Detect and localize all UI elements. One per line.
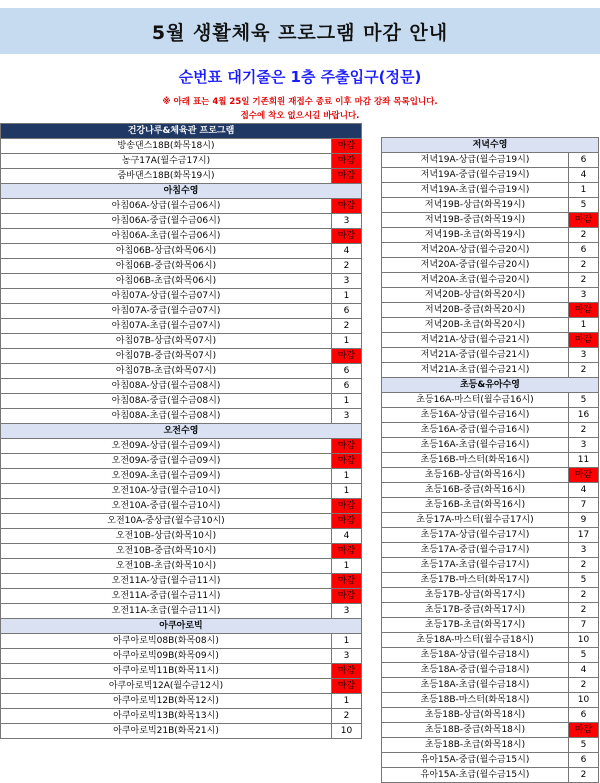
program-name: 오전11A-상급(월수금11시) bbox=[1, 574, 332, 589]
table-row bbox=[382, 588, 599, 603]
closed-badge: 마감 bbox=[332, 349, 362, 364]
table-row bbox=[382, 603, 599, 618]
program-name: 아쿠아로빅11B(화목11시) bbox=[1, 664, 332, 679]
closed-badge: 마감 bbox=[332, 499, 362, 514]
waiting-count: 6 bbox=[569, 708, 599, 723]
table-row bbox=[382, 513, 599, 528]
table-row bbox=[382, 618, 599, 633]
waiting-count: 1 bbox=[569, 183, 599, 198]
program-name: 초등16A-초급(월수금16시) bbox=[382, 438, 569, 453]
table-row bbox=[1, 259, 362, 274]
program-name: 아침06B-중급(화목06시) bbox=[1, 259, 332, 274]
waiting-count: 1 bbox=[569, 318, 599, 333]
section-title: 저녁수영 bbox=[382, 138, 599, 153]
waiting-count: 2 bbox=[569, 423, 599, 438]
program-name: 저녁19B-중급(화목19시) bbox=[382, 213, 569, 228]
program-name: 오전10A-중상급(월수금10시) bbox=[1, 514, 332, 529]
program-name: 오전10A-중급(월수금10시) bbox=[1, 499, 332, 514]
table-row bbox=[1, 379, 362, 394]
table-row bbox=[1, 139, 362, 154]
table-row bbox=[382, 318, 599, 333]
table-row bbox=[1, 484, 362, 499]
table-row bbox=[382, 198, 599, 213]
waiting-count: 2 bbox=[569, 603, 599, 618]
table-row bbox=[382, 168, 599, 183]
program-name: 초등17B-마스터(화목17시) bbox=[382, 573, 569, 588]
table-row bbox=[382, 393, 599, 408]
table-row bbox=[1, 664, 362, 679]
table-row bbox=[382, 273, 599, 288]
waiting-count: 5 bbox=[569, 198, 599, 213]
closed-badge: 마감 bbox=[332, 439, 362, 454]
table-row bbox=[1, 439, 362, 454]
table-row bbox=[382, 768, 599, 783]
waiting-count: 1 bbox=[332, 469, 362, 484]
waiting-count: 2 bbox=[332, 259, 362, 274]
waiting-count: 7 bbox=[569, 618, 599, 633]
program-name: 아침06B-초급(화목06시) bbox=[1, 274, 332, 289]
table-row bbox=[382, 153, 599, 168]
program-name: 초등16A-마스터(월수금16시) bbox=[382, 393, 569, 408]
program-name: 초등17B-중급(화목17시) bbox=[382, 603, 569, 618]
right-program-table bbox=[381, 137, 599, 783]
waiting-count: 3 bbox=[569, 348, 599, 363]
waiting-count: 1 bbox=[332, 634, 362, 649]
closed-badge: 마감 bbox=[332, 574, 362, 589]
program-name: 저녁21A-상급(월수금21시) bbox=[382, 333, 569, 348]
waiting-count: 2 bbox=[569, 228, 599, 243]
table-row bbox=[1, 229, 362, 244]
table-row bbox=[382, 243, 599, 258]
closed-badge: 마감 bbox=[332, 154, 362, 169]
program-name: 초등18A-중급(월수금18시) bbox=[382, 663, 569, 678]
left-section-header bbox=[1, 124, 362, 139]
waiting-count: 2 bbox=[569, 258, 599, 273]
program-name: 초등16A-상급(월수금16시) bbox=[382, 408, 569, 423]
table-row bbox=[382, 333, 599, 348]
program-name: 아침07B-중급(화목07시) bbox=[1, 349, 332, 364]
waiting-count: 2 bbox=[569, 273, 599, 288]
table-row bbox=[1, 559, 362, 574]
table-row bbox=[1, 349, 362, 364]
table-row bbox=[382, 183, 599, 198]
program-name: 유아15A-중급(월수금15시) bbox=[382, 753, 569, 768]
waiting-count: 7 bbox=[569, 498, 599, 513]
waiting-count: 1 bbox=[332, 334, 362, 349]
table-row bbox=[382, 228, 599, 243]
waiting-count: 2 bbox=[569, 768, 599, 783]
program-name: 농구17A(월수금17시) bbox=[1, 154, 332, 169]
program-name: 저녁20A-상급(월수금20시) bbox=[382, 243, 569, 258]
left-section-header bbox=[1, 619, 362, 634]
table-row bbox=[382, 453, 599, 468]
program-name: 아침07A-초급(월수금07시) bbox=[1, 319, 332, 334]
table-row bbox=[382, 303, 599, 318]
program-name: 오전09A-초급(월수금09시) bbox=[1, 469, 332, 484]
table-row bbox=[1, 574, 362, 589]
waiting-count: 3 bbox=[569, 288, 599, 303]
waiting-count: 4 bbox=[569, 168, 599, 183]
table-row bbox=[382, 723, 599, 738]
waiting-count: 6 bbox=[332, 364, 362, 379]
program-name: 아쿠아로빅08B(화목08시) bbox=[1, 634, 332, 649]
section-title: 건강나루&체육관 프로그램 bbox=[1, 124, 362, 139]
waiting-count: 4 bbox=[569, 483, 599, 498]
table-row bbox=[1, 304, 362, 319]
table-row bbox=[1, 649, 362, 664]
program-name: 저녁19B-상급(화목19시) bbox=[382, 198, 569, 213]
table-row bbox=[1, 214, 362, 229]
right-section-header bbox=[382, 138, 599, 153]
waiting-count: 3 bbox=[569, 438, 599, 453]
program-name: 저녁21A-중급(월수금21시) bbox=[382, 348, 569, 363]
waiting-count: 2 bbox=[569, 588, 599, 603]
table-row bbox=[382, 678, 599, 693]
waiting-count: 5 bbox=[569, 648, 599, 663]
table-row bbox=[1, 514, 362, 529]
program-name: 초등18A-초급(월수금18시) bbox=[382, 678, 569, 693]
page-title: 5월 생활체육 프로그램 마감 안내 bbox=[151, 21, 449, 44]
program-name: 초등17A-상급(월수금17시) bbox=[382, 528, 569, 543]
program-name: 초등18A-마스터(월수금18시) bbox=[382, 633, 569, 648]
program-name: 초등17A-마스터(월수금17시) bbox=[382, 513, 569, 528]
table-row bbox=[382, 648, 599, 663]
program-name: 초등16B-초급(화목16시) bbox=[382, 498, 569, 513]
table-row bbox=[382, 363, 599, 378]
program-name: 아쿠아로빅12A(월수금12시) bbox=[1, 679, 332, 694]
program-name: 아침08A-중급(월수금08시) bbox=[1, 394, 332, 409]
table-row bbox=[382, 708, 599, 723]
table-row bbox=[1, 529, 362, 544]
waiting-count: 5 bbox=[569, 393, 599, 408]
closed-badge: 마감 bbox=[332, 664, 362, 679]
title-banner bbox=[0, 8, 600, 54]
waiting-count: 6 bbox=[569, 753, 599, 768]
queue-notice: 순번표 대기줄은 1층 주출입구(정문) bbox=[178, 68, 422, 86]
program-name: 저녁21A-초급(월수금21시) bbox=[382, 363, 569, 378]
waiting-count: 2 bbox=[569, 678, 599, 693]
program-name: 초등16A-중급(월수금16시) bbox=[382, 423, 569, 438]
closed-badge: 마감 bbox=[332, 589, 362, 604]
table-row bbox=[1, 469, 362, 484]
table-row bbox=[1, 364, 362, 379]
program-name: 초등17A-초급(월수금17시) bbox=[382, 558, 569, 573]
waiting-count: 5 bbox=[569, 573, 599, 588]
table-row bbox=[382, 468, 599, 483]
program-name: 초등18B-상급(화목18시) bbox=[382, 708, 569, 723]
table-row bbox=[382, 213, 599, 228]
section-title: 초등&유아수영 bbox=[382, 378, 599, 393]
closed-badge: 마감 bbox=[569, 468, 599, 483]
program-name: 아쿠아로빅12B(화목12시) bbox=[1, 694, 332, 709]
waiting-count: 17 bbox=[569, 528, 599, 543]
table-row bbox=[382, 573, 599, 588]
table-row bbox=[1, 409, 362, 424]
closed-badge: 마감 bbox=[332, 169, 362, 184]
waiting-count: 5 bbox=[569, 738, 599, 753]
program-name: 아침08A-상급(월수금08시) bbox=[1, 379, 332, 394]
table-row bbox=[1, 604, 362, 619]
program-name: 오전09A-중급(월수금09시) bbox=[1, 454, 332, 469]
table-row bbox=[1, 694, 362, 709]
closed-badge: 마감 bbox=[332, 454, 362, 469]
program-name: 방송댄스18B(화목18시) bbox=[1, 139, 332, 154]
waiting-count: 4 bbox=[569, 663, 599, 678]
program-name: 초등17B-상급(화목17시) bbox=[382, 588, 569, 603]
closed-badge: 마감 bbox=[332, 139, 362, 154]
closed-badge: 마감 bbox=[332, 199, 362, 214]
waiting-count: 4 bbox=[332, 529, 362, 544]
program-name: 초등18B-마스터(화목18시) bbox=[382, 693, 569, 708]
table-row bbox=[1, 244, 362, 259]
waiting-count: 1 bbox=[332, 289, 362, 304]
left-section-header bbox=[1, 184, 362, 199]
table-row bbox=[382, 693, 599, 708]
waiting-count: 4 bbox=[332, 244, 362, 259]
program-name: 오전10A-상급(월수금10시) bbox=[1, 484, 332, 499]
notice-line-1: ※ 아래 표는 4월 25일 기존회원 재접수 종료 이후 마감 강좌 목록입니다. bbox=[162, 97, 438, 107]
program-name: 아침08A-초급(월수금08시) bbox=[1, 409, 332, 424]
program-name: 초등16B-중급(화목16시) bbox=[382, 483, 569, 498]
table-row bbox=[382, 498, 599, 513]
program-name: 줌바댄스18B(화목19시) bbox=[1, 169, 332, 184]
program-name: 아침07A-상급(월수금07시) bbox=[1, 289, 332, 304]
waiting-count: 3 bbox=[332, 214, 362, 229]
program-name: 초등17B-초급(화목17시) bbox=[382, 618, 569, 633]
program-name: 저녁20A-중급(월수금20시) bbox=[382, 258, 569, 273]
waiting-count: 3 bbox=[332, 604, 362, 619]
waiting-count: 3 bbox=[332, 649, 362, 664]
program-name: 오전11A-초급(월수금11시) bbox=[1, 604, 332, 619]
section-title: 아쿠아로빅 bbox=[1, 619, 362, 634]
program-name: 아쿠아로빅21B(화목21시) bbox=[1, 724, 332, 739]
program-name: 아침06A-초급(월수금06시) bbox=[1, 229, 332, 244]
table-row bbox=[382, 558, 599, 573]
waiting-count: 3 bbox=[569, 543, 599, 558]
program-name: 오전10B-상급(화목10시) bbox=[1, 529, 332, 544]
program-name: 아쿠아로빅09B(화목09시) bbox=[1, 649, 332, 664]
program-name: 오전11A-중급(월수금11시) bbox=[1, 589, 332, 604]
program-name: 초등18B-초급(화목18시) bbox=[382, 738, 569, 753]
program-name: 오전10B-초급(화목10시) bbox=[1, 559, 332, 574]
closed-badge: 마감 bbox=[569, 303, 599, 318]
table-row bbox=[382, 483, 599, 498]
waiting-count: 2 bbox=[332, 319, 362, 334]
program-name: 저녁19A-중급(월수금19시) bbox=[382, 168, 569, 183]
program-name: 아침07B-초급(화목07시) bbox=[1, 364, 332, 379]
table-row bbox=[1, 289, 362, 304]
waiting-count: 10 bbox=[569, 633, 599, 648]
waiting-count: 6 bbox=[332, 304, 362, 319]
table-row bbox=[1, 394, 362, 409]
waiting-count: 1 bbox=[332, 394, 362, 409]
notice-line-2: 접수에 착오 없으시길 바랍니다. bbox=[240, 111, 360, 121]
table-row bbox=[1, 544, 362, 559]
program-name: 저녁20B-중급(화목20시) bbox=[382, 303, 569, 318]
program-name: 저녁20B-초급(화목20시) bbox=[382, 318, 569, 333]
program-name: 초등18A-상급(월수금18시) bbox=[382, 648, 569, 663]
program-name: 아침07B-상급(화목07시) bbox=[1, 334, 332, 349]
table-row bbox=[1, 589, 362, 604]
table-row bbox=[382, 348, 599, 363]
closed-badge: 마감 bbox=[332, 679, 362, 694]
waiting-count: 10 bbox=[569, 693, 599, 708]
waiting-count: 2 bbox=[332, 709, 362, 724]
left-program-table bbox=[0, 123, 362, 739]
table-row bbox=[382, 753, 599, 768]
waiting-count: 3 bbox=[332, 274, 362, 289]
section-title: 오전수영 bbox=[1, 424, 362, 439]
waiting-count: 16 bbox=[569, 408, 599, 423]
waiting-count: 3 bbox=[332, 409, 362, 424]
program-name: 오전09A-상급(월수금09시) bbox=[1, 439, 332, 454]
program-name: 초등16B-상급(화목16시) bbox=[382, 468, 569, 483]
table-row bbox=[1, 499, 362, 514]
waiting-count: 6 bbox=[569, 153, 599, 168]
waiting-count: 10 bbox=[332, 724, 362, 739]
table-row bbox=[1, 724, 362, 739]
table-row bbox=[382, 528, 599, 543]
closed-badge: 마감 bbox=[332, 514, 362, 529]
closed-badge: 마감 bbox=[569, 723, 599, 738]
table-row bbox=[382, 288, 599, 303]
program-name: 저녁19A-초급(월수금19시) bbox=[382, 183, 569, 198]
waiting-count: 1 bbox=[332, 694, 362, 709]
program-name: 초등16B-마스터(화목16시) bbox=[382, 453, 569, 468]
waiting-count: 2 bbox=[569, 558, 599, 573]
table-row bbox=[382, 633, 599, 648]
program-name: 초등17A-중급(월수금17시) bbox=[382, 543, 569, 558]
program-name: 저녁19A-상급(월수금19시) bbox=[382, 153, 569, 168]
closed-badge: 마감 bbox=[569, 333, 599, 348]
closed-badge: 마감 bbox=[569, 213, 599, 228]
table-row bbox=[1, 169, 362, 184]
table-row bbox=[382, 663, 599, 678]
table-row bbox=[1, 454, 362, 469]
closed-badge: 마감 bbox=[332, 544, 362, 559]
program-name: 저녁20A-초급(월수금20시) bbox=[382, 273, 569, 288]
program-name: 저녁19B-초급(화목19시) bbox=[382, 228, 569, 243]
table-row bbox=[1, 274, 362, 289]
table-row bbox=[1, 334, 362, 349]
program-name: 아침06B-상급(화목06시) bbox=[1, 244, 332, 259]
section-title: 아침수영 bbox=[1, 184, 362, 199]
right-section-header bbox=[382, 378, 599, 393]
table-row bbox=[382, 423, 599, 438]
program-name: 아침06A-상급(월수금06시) bbox=[1, 199, 332, 214]
waiting-count: 1 bbox=[332, 559, 362, 574]
left-section-header bbox=[1, 424, 362, 439]
table-row bbox=[1, 634, 362, 649]
waiting-count: 2 bbox=[569, 363, 599, 378]
program-name: 저녁20B-상급(화목20시) bbox=[382, 288, 569, 303]
table-row bbox=[382, 738, 599, 753]
waiting-count: 6 bbox=[332, 379, 362, 394]
table-row bbox=[1, 154, 362, 169]
waiting-count: 11 bbox=[569, 453, 599, 468]
table-row bbox=[1, 679, 362, 694]
closed-badge: 마감 bbox=[332, 229, 362, 244]
table-row bbox=[382, 408, 599, 423]
table-row bbox=[1, 709, 362, 724]
table-row bbox=[382, 438, 599, 453]
waiting-count: 9 bbox=[569, 513, 599, 528]
table-row bbox=[1, 199, 362, 214]
waiting-count: 6 bbox=[569, 243, 599, 258]
table-row bbox=[382, 258, 599, 273]
table-row bbox=[382, 543, 599, 558]
program-name: 아침07A-중급(월수금07시) bbox=[1, 304, 332, 319]
program-name: 아쿠아로빅13B(화목13시) bbox=[1, 709, 332, 724]
table-row bbox=[1, 319, 362, 334]
program-name: 오전10B-중급(화목10시) bbox=[1, 544, 332, 559]
waiting-count: 1 bbox=[332, 484, 362, 499]
program-name: 아침06A-중급(월수금06시) bbox=[1, 214, 332, 229]
program-name: 초등18B-중급(화목18시) bbox=[382, 723, 569, 738]
program-name: 유아15A-초급(월수금15시) bbox=[382, 768, 569, 783]
